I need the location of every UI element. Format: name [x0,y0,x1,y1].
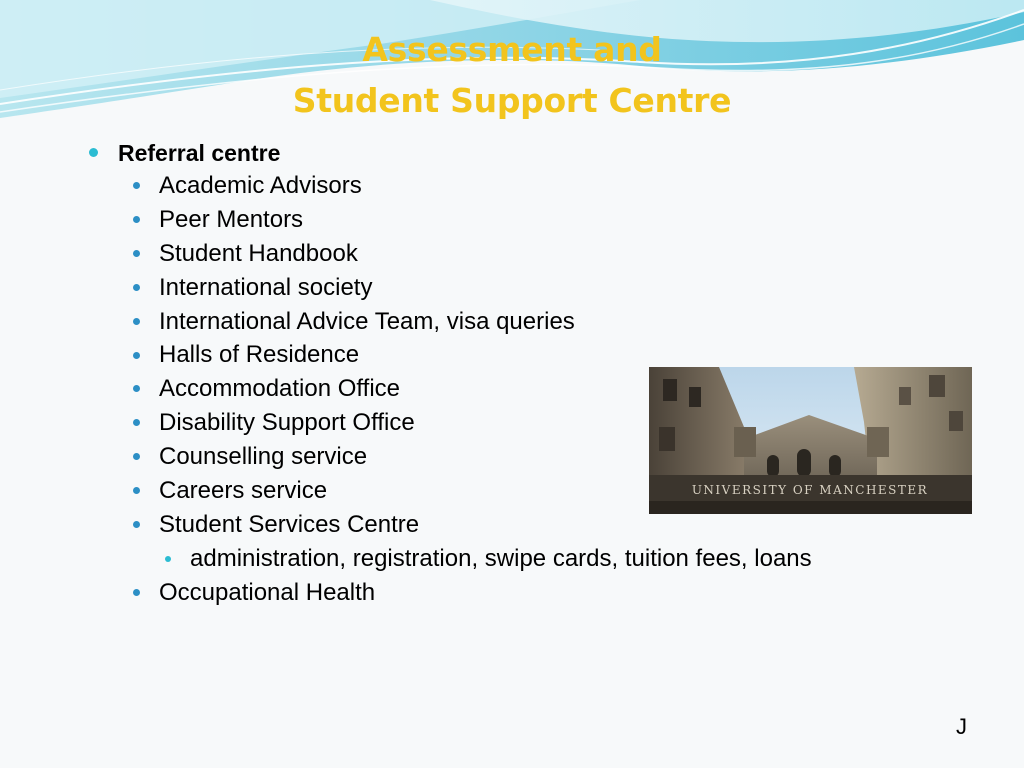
bullet-dot-icon [133,352,140,359]
bullet-dot-icon [133,487,140,494]
footer-mark: J [956,714,967,739]
bullet-item: Peer Mentors [159,206,304,233]
title-line-2: Student Support Centre [292,81,732,120]
bullet-item: Halls of Residence [159,341,360,368]
university-building-photo [649,367,972,514]
bullet-item: Student Services Centre [159,511,420,538]
bullet-item: Academic Advisors [159,172,362,199]
bullet-dot-icon [133,589,140,596]
bullet-dot-icon [133,216,140,223]
sign-text: UNIVERSITY OF MANCHESTER [691,483,929,497]
bullet-dot-icon [133,521,140,528]
title-line-1: Assessment and [362,30,662,69]
bullet-sub-item: administration, registration, swipe cards, tuition fees, loans [190,545,812,572]
bullet-item: Counselling service [159,443,368,470]
bullet-dot-icon [133,453,140,460]
bullet-item: International society [159,274,373,301]
bullet-dot-icon [165,556,171,562]
bullet-dot-icon [133,250,140,257]
bullet-dot-icon [133,385,140,392]
bullet-dot-icon [89,148,98,157]
bullet-item: International Advice Team, visa queries [159,308,575,335]
bullet-item: Student Handbook [159,240,358,267]
bullet-dot-icon [133,318,140,325]
bullet-item: Disability Support Office [159,409,415,436]
bullet-dot-icon [133,284,140,291]
bullet-item: Careers service [159,477,328,504]
bullet-item: Accommodation Office [159,375,400,402]
bullet-top: Referral centre [118,140,281,166]
bullet-item: Occupational Health [159,579,376,606]
bullet-dot-icon [133,419,140,426]
bullet-dot-icon [133,182,140,189]
